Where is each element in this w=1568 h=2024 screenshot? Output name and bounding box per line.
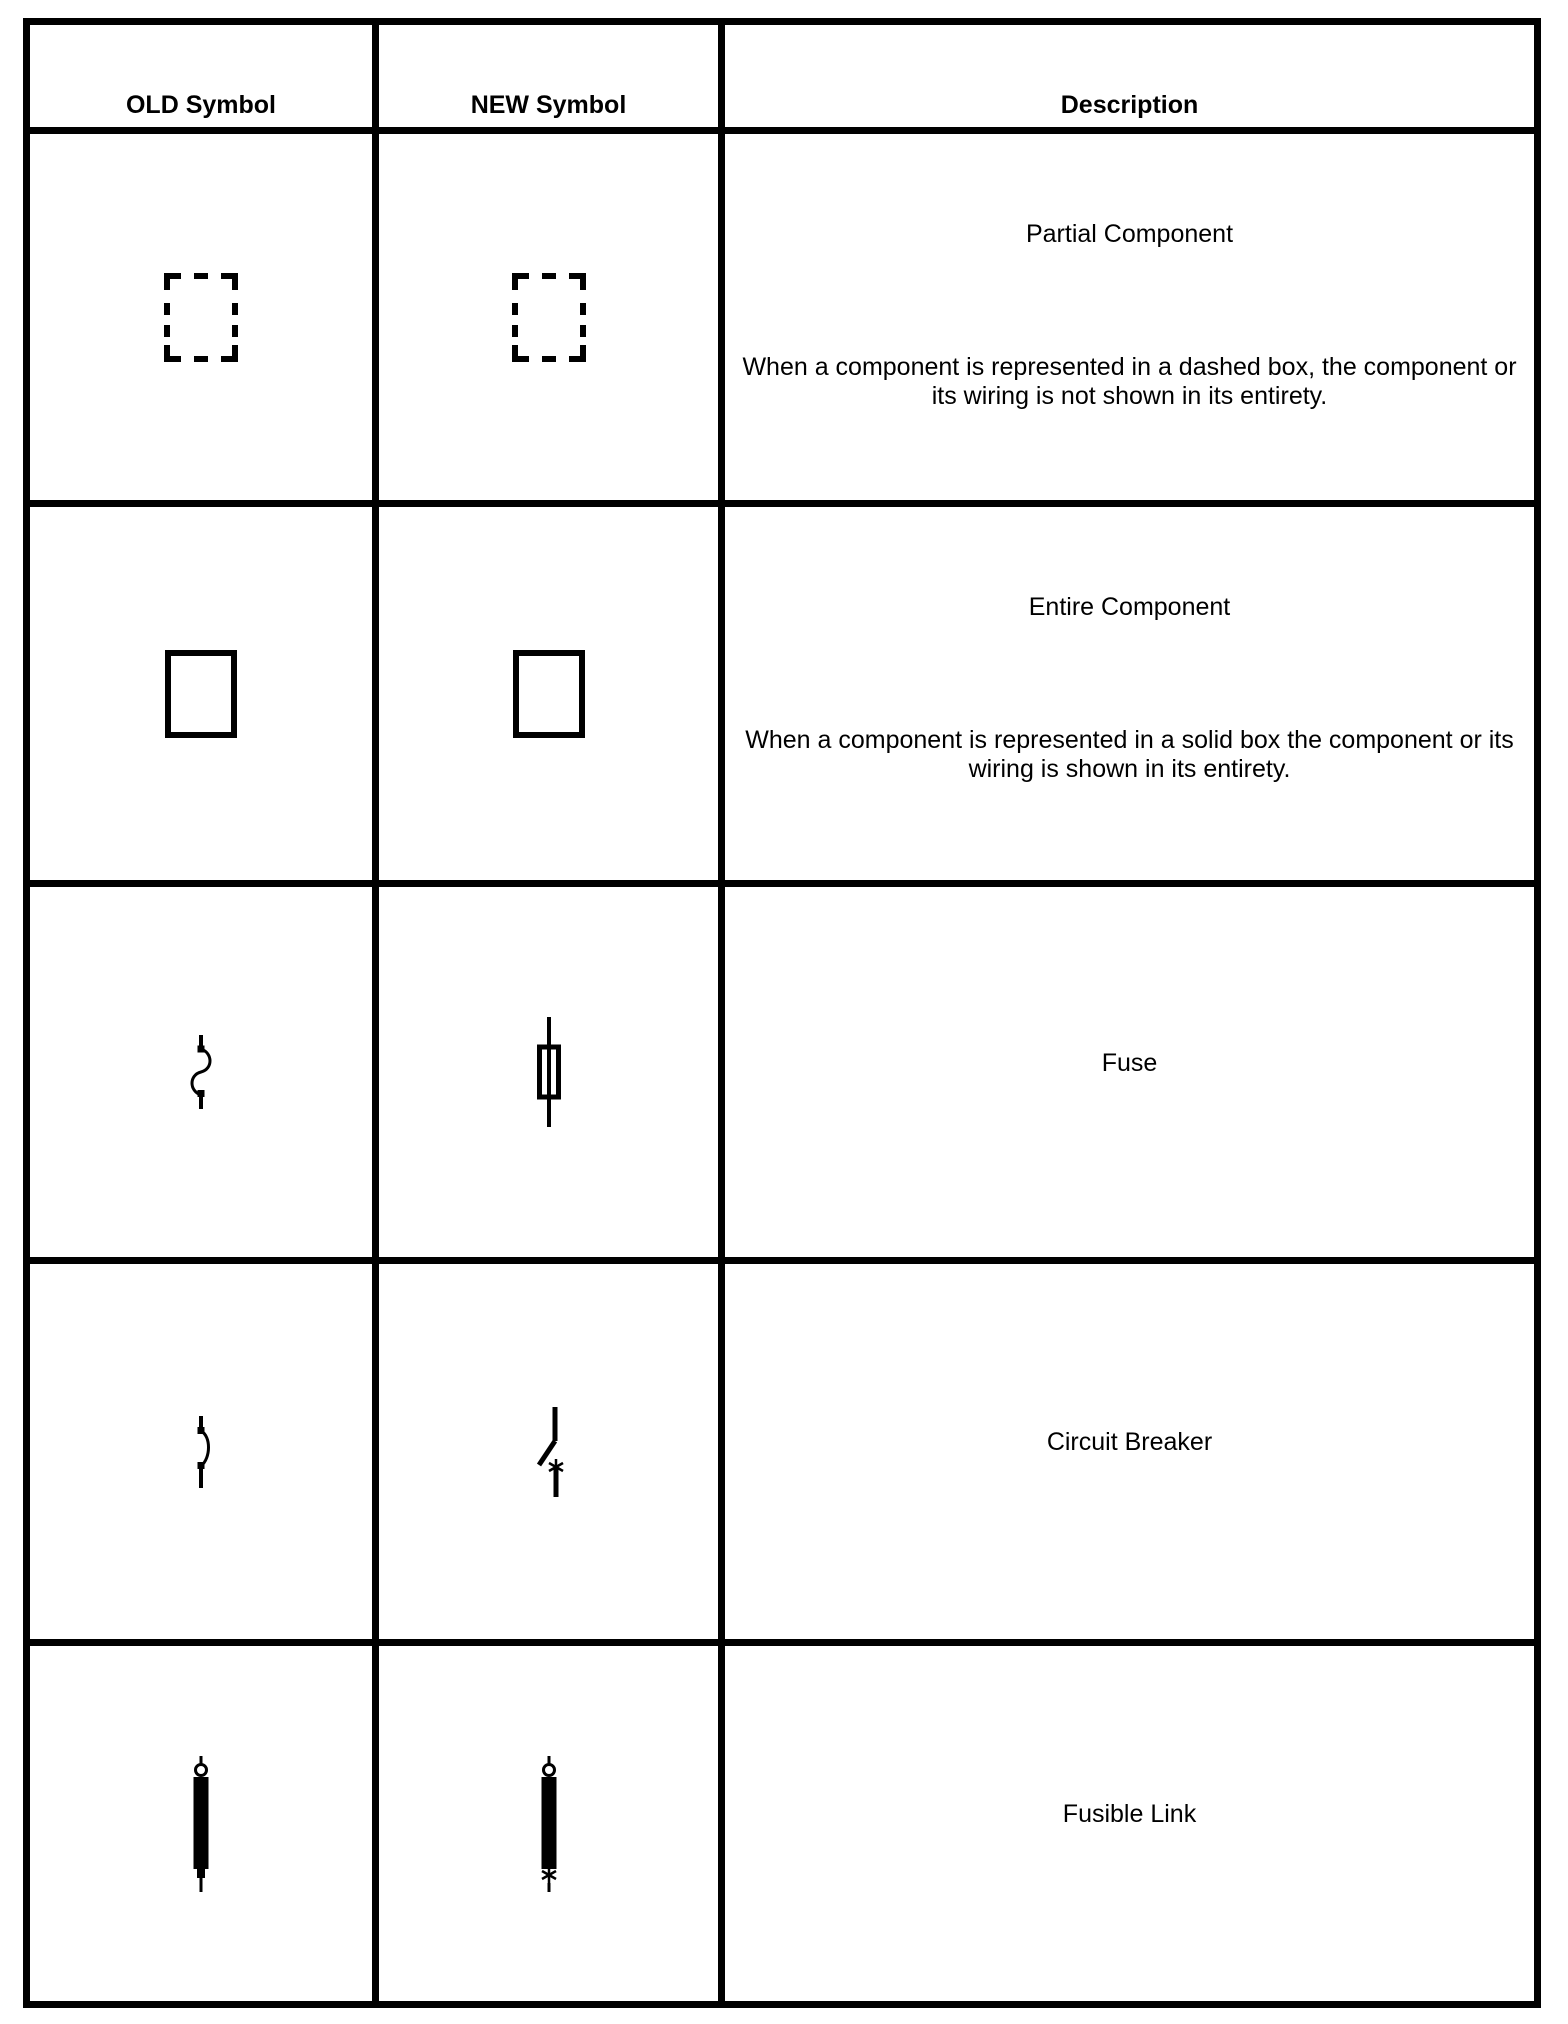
symbol-table bbox=[23, 18, 1541, 2008]
old-symbol-cell-partial-component bbox=[30, 134, 379, 507]
header-old-symbol bbox=[30, 25, 379, 134]
new-symbol-cell-entire-component bbox=[379, 507, 725, 887]
new-symbol-cell-fusible-link bbox=[379, 1646, 725, 2001]
header-new-symbol-label: NEW Symbol bbox=[470, 91, 627, 119]
fusible-link-old-icon bbox=[190, 1756, 212, 1892]
description-title: Fuse bbox=[1101, 1048, 1158, 1077]
fuse-new-icon bbox=[536, 1017, 562, 1127]
circuit-breaker-new-icon bbox=[531, 1407, 567, 1497]
header-new-symbol bbox=[379, 25, 725, 134]
new-symbol-cell-fuse bbox=[379, 887, 725, 1264]
circuit-breaker-old-icon bbox=[190, 1416, 212, 1488]
dashed-box-icon bbox=[164, 273, 238, 362]
dashed-box-icon bbox=[512, 273, 586, 362]
description-body: When a component is represented in a solid box the component or its wiring is shown in its entirety. bbox=[745, 726, 1514, 783]
description-cell-circuit-breaker bbox=[725, 1264, 1534, 1646]
description-title: Circuit Breaker bbox=[1046, 1428, 1213, 1456]
header-description-label: Description bbox=[1060, 91, 1199, 119]
description-cell-fuse bbox=[725, 887, 1534, 1264]
fuse-old-icon bbox=[189, 1035, 213, 1109]
fusible-link-new-icon bbox=[538, 1756, 560, 1892]
new-symbol-cell-partial-component bbox=[379, 134, 725, 507]
old-symbol-cell-entire-component bbox=[30, 507, 379, 887]
header-old-symbol-label: OLD Symbol bbox=[125, 91, 276, 119]
old-symbol-cell-circuit-breaker bbox=[30, 1264, 379, 1646]
description-cell-fusible-link bbox=[725, 1646, 1534, 2001]
header-description bbox=[725, 25, 1534, 134]
old-symbol-cell-fuse bbox=[30, 887, 379, 1264]
new-symbol-cell-circuit-breaker bbox=[379, 1264, 725, 1646]
solid-box-icon bbox=[513, 650, 585, 738]
solid-box-icon bbox=[165, 650, 237, 738]
description-cell-partial-component bbox=[725, 134, 1534, 507]
description-title: Fusible Link bbox=[1062, 1800, 1197, 1828]
description-cell-entire-component bbox=[725, 507, 1534, 887]
description-body: When a component is represented in a dashed box, the component or its wiring is not shown in its entirety. bbox=[742, 353, 1517, 410]
old-symbol-cell-fusible-link bbox=[30, 1646, 379, 2001]
description-title: Partial Component bbox=[1025, 220, 1234, 248]
description-title: Entire Component bbox=[1028, 593, 1231, 621]
